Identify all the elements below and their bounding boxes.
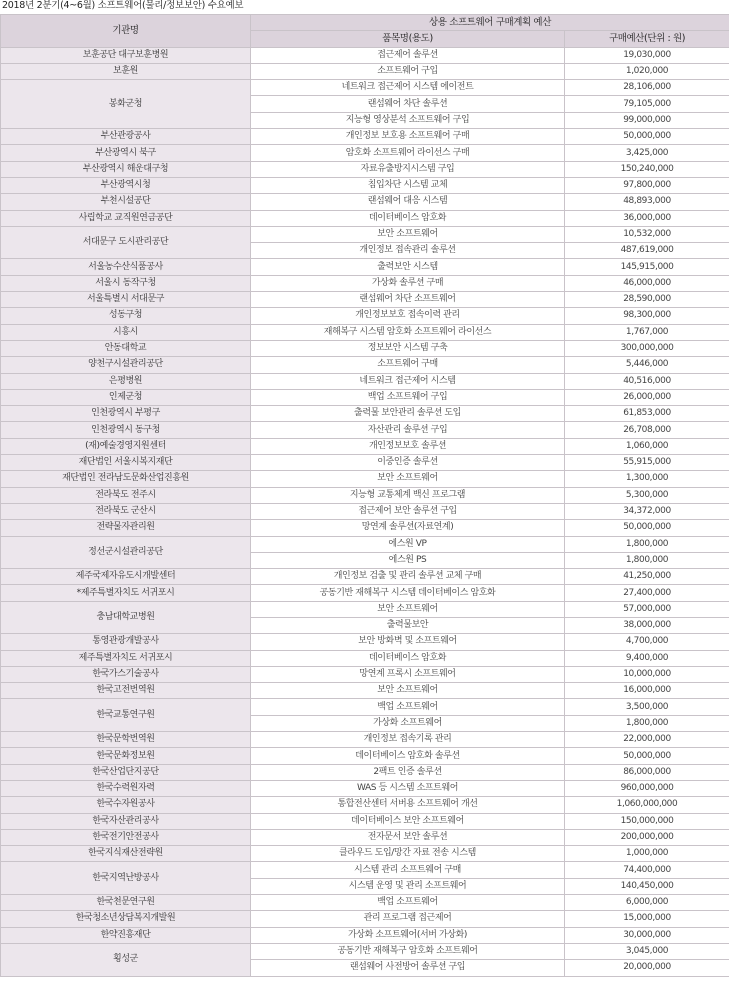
table-row bbox=[1, 895, 729, 911]
table-row bbox=[1, 210, 729, 226]
table-row bbox=[1, 177, 729, 193]
org-name: 부천시설공단 bbox=[1, 194, 251, 210]
org-name: 재단법인 전라남도문화산업진흥원 bbox=[1, 471, 251, 487]
org-name: 인제군청 bbox=[1, 389, 251, 405]
item-name: WAS 등 시스템 소프트웨어 bbox=[251, 780, 565, 796]
table-row bbox=[1, 634, 729, 650]
budget-amount: 5,300,000 bbox=[565, 487, 729, 503]
org-name: 통영관광개발공사 bbox=[1, 634, 251, 650]
table-row bbox=[1, 569, 729, 585]
budget-amount: 1,020,000 bbox=[565, 63, 729, 79]
org-name: 한국전기안전공사 bbox=[1, 829, 251, 845]
table-row bbox=[1, 324, 729, 340]
item-name: 소프트웨어 구입 bbox=[251, 63, 565, 79]
table-row bbox=[1, 161, 729, 177]
org-name: 한국문학번역원 bbox=[1, 732, 251, 748]
table-row bbox=[1, 699, 729, 715]
org-name: 한국산업단지공단 bbox=[1, 764, 251, 780]
budget-amount: 57,000,000 bbox=[565, 601, 729, 617]
budget-amount: 1,800,000 bbox=[565, 715, 729, 731]
table-row bbox=[1, 357, 729, 373]
budget-amount: 86,000,000 bbox=[565, 764, 729, 780]
header-item: 품목명(용도) bbox=[251, 31, 565, 47]
org-name: 부산관광공사 bbox=[1, 129, 251, 145]
budget-amount: 1,000,000 bbox=[565, 846, 729, 862]
org-name: 횡성군 bbox=[1, 943, 251, 976]
item-name: 클라우드 도입/망간 자료 전송 시스템 bbox=[251, 846, 565, 862]
item-name: 공동기반 재해복구 시스템 데이터베이스 암호화 bbox=[251, 585, 565, 601]
table-row bbox=[1, 764, 729, 780]
item-name: 백업 소프트웨어 bbox=[251, 699, 565, 715]
table-row bbox=[1, 259, 729, 275]
budget-amount: 150,000,000 bbox=[565, 813, 729, 829]
item-name: 에스원 VP bbox=[251, 536, 565, 552]
org-name: 안동대학교 bbox=[1, 340, 251, 356]
budget-amount: 97,800,000 bbox=[565, 177, 729, 193]
org-name: 인천광역시 부평구 bbox=[1, 406, 251, 422]
budget-amount: 960,000,000 bbox=[565, 780, 729, 796]
budget-amount: 6,000,000 bbox=[565, 895, 729, 911]
budget-amount: 61,853,000 bbox=[565, 406, 729, 422]
table-row bbox=[1, 455, 729, 471]
budget-amount: 1,800,000 bbox=[565, 552, 729, 568]
budget-amount: 4,700,000 bbox=[565, 634, 729, 650]
item-name: 에스원 PS bbox=[251, 552, 565, 568]
org-name: 부산광역시 해운대구청 bbox=[1, 161, 251, 177]
budget-amount: 50,000,000 bbox=[565, 520, 729, 536]
org-name: 성동구청 bbox=[1, 308, 251, 324]
item-name: 개인정보보호 솔루션 bbox=[251, 438, 565, 454]
table-row bbox=[1, 340, 729, 356]
item-name: 랜섬웨어 사전방어 솔루션 구입 bbox=[251, 960, 565, 976]
table-row bbox=[1, 503, 729, 519]
item-name: 2팩트 인증 솔루션 bbox=[251, 764, 565, 780]
org-name: 제주특별자치도 서귀포시 bbox=[1, 650, 251, 666]
budget-amount: 20,000,000 bbox=[565, 960, 729, 976]
org-name: 한국청소년상담복지개발원 bbox=[1, 911, 251, 927]
budget-amount: 3,045,000 bbox=[565, 943, 729, 959]
item-name: 침입차단 시스템 교체 bbox=[251, 177, 565, 193]
item-name: 데이터베이스 암호화 bbox=[251, 650, 565, 666]
item-name: 출력물 보안관리 솔루션 도입 bbox=[251, 406, 565, 422]
budget-amount: 55,915,000 bbox=[565, 455, 729, 471]
org-name: 한국자산관리공사 bbox=[1, 813, 251, 829]
budget-amount: 15,000,000 bbox=[565, 911, 729, 927]
budget-amount: 30,000,000 bbox=[565, 927, 729, 943]
header-budget: 구매예산(단위 : 원) bbox=[565, 31, 729, 47]
table-row bbox=[1, 797, 729, 813]
budget-amount: 38,000,000 bbox=[565, 617, 729, 633]
org-name: 서대문구 도시관리공단 bbox=[1, 226, 251, 259]
item-name: 백업 소프트웨어 bbox=[251, 895, 565, 911]
org-name: 한국천문연구원 bbox=[1, 895, 251, 911]
budget-amount: 1,060,000 bbox=[565, 438, 729, 454]
item-name: 관리 프로그램 접근제어 bbox=[251, 911, 565, 927]
org-name: 전라북도 군산시 bbox=[1, 503, 251, 519]
org-name: 서울특별시 서대문구 bbox=[1, 292, 251, 308]
budget-amount: 145,915,000 bbox=[565, 259, 729, 275]
table-row bbox=[1, 732, 729, 748]
org-name: 봉화군청 bbox=[1, 80, 251, 129]
item-name: 백업 소프트웨어 구입 bbox=[251, 389, 565, 405]
table-row bbox=[1, 438, 729, 454]
item-name: 가상화 솔루션 구매 bbox=[251, 275, 565, 291]
table-row bbox=[1, 129, 729, 145]
org-name: 충남대학교병원 bbox=[1, 601, 251, 634]
item-name: 데이터베이스 암호화 솔루션 bbox=[251, 748, 565, 764]
item-name: 접근제어 보안 솔루션 구입 bbox=[251, 503, 565, 519]
table-row bbox=[1, 585, 729, 601]
item-name: 지능형 영상분석 소프트웨어 구입 bbox=[251, 112, 565, 128]
table-row bbox=[1, 292, 729, 308]
item-name: 보안 소프트웨어 bbox=[251, 601, 565, 617]
table-row bbox=[1, 666, 729, 682]
table-body bbox=[1, 47, 729, 976]
budget-amount: 1,767,000 bbox=[565, 324, 729, 340]
org-name: 한국지역난방공사 bbox=[1, 862, 251, 895]
item-name: 재해복구 시스템 암호화 소프트웨어 라이선스 bbox=[251, 324, 565, 340]
table-row bbox=[1, 536, 729, 552]
item-name: 가상화 소프트웨어(서버 가상화) bbox=[251, 927, 565, 943]
budget-amount: 74,400,000 bbox=[565, 862, 729, 878]
table-row bbox=[1, 63, 729, 79]
header-org: 기관명 bbox=[1, 15, 251, 48]
budget-amount: 1,800,000 bbox=[565, 536, 729, 552]
item-name: 개인정보 보호용 소프트웨어 구매 bbox=[251, 129, 565, 145]
org-name: *제주특별자치도 서귀포시 bbox=[1, 585, 251, 601]
item-name: 통합전산센터 서버용 소프트웨어 개선 bbox=[251, 797, 565, 813]
org-name: 한국고전번역원 bbox=[1, 683, 251, 699]
item-name: 보안 소프트웨어 bbox=[251, 471, 565, 487]
budget-amount: 200,000,000 bbox=[565, 829, 729, 845]
budget-amount: 99,000,000 bbox=[565, 112, 729, 128]
org-name: 한국교통연구원 bbox=[1, 699, 251, 732]
budget-amount: 5,446,000 bbox=[565, 357, 729, 373]
budget-amount: 41,250,000 bbox=[565, 569, 729, 585]
item-name: 가상화 소프트웨어 bbox=[251, 715, 565, 731]
budget-amount: 3,425,000 bbox=[565, 145, 729, 161]
item-name: 전자문서 보안 솔루션 bbox=[251, 829, 565, 845]
item-name: 시스템 관리 소프트웨어 구매 bbox=[251, 862, 565, 878]
table-row bbox=[1, 308, 729, 324]
org-name: 보훈공단 대구보훈병원 bbox=[1, 47, 251, 63]
budget-amount: 300,000,000 bbox=[565, 340, 729, 356]
table-row bbox=[1, 927, 729, 943]
budget-amount: 1,060,000,000 bbox=[565, 797, 729, 813]
org-name: 재단법인 서울시복지재단 bbox=[1, 455, 251, 471]
org-name: 인천광역시 동구청 bbox=[1, 422, 251, 438]
budget-amount: 79,105,000 bbox=[565, 96, 729, 112]
org-name: 한국문화정보원 bbox=[1, 748, 251, 764]
item-name: 랜섬웨어 차단 소프트웨어 bbox=[251, 292, 565, 308]
item-name: 출력물보안 bbox=[251, 617, 565, 633]
table-row bbox=[1, 943, 729, 959]
org-name: 보훈원 bbox=[1, 63, 251, 79]
budget-amount: 36,000,000 bbox=[565, 210, 729, 226]
org-name: 서울농수산식품공사 bbox=[1, 259, 251, 275]
budget-amount: 98,300,000 bbox=[565, 308, 729, 324]
org-name: 은평병원 bbox=[1, 373, 251, 389]
item-name: 정보보안 시스템 구축 bbox=[251, 340, 565, 356]
item-name: 개인정보보호 접속이력 관리 bbox=[251, 308, 565, 324]
item-name: 시스템 운영 및 관리 소프트웨어 bbox=[251, 878, 565, 894]
org-name: 사립학교 교직원연금공단 bbox=[1, 210, 251, 226]
item-name: 보안 소프트웨어 bbox=[251, 226, 565, 242]
document-caption: 2018년 2분기(4~6월) 소프트웨어(물리/정보보안) 수요예보 bbox=[2, 0, 244, 11]
budget-amount: 28,106,000 bbox=[565, 80, 729, 96]
org-name: 한약진흥재단 bbox=[1, 927, 251, 943]
org-name: 부산광역시청 bbox=[1, 177, 251, 193]
budget-amount: 48,893,000 bbox=[565, 194, 729, 210]
org-name: (재)예술경영지원센터 bbox=[1, 438, 251, 454]
table-row bbox=[1, 650, 729, 666]
item-name: 망연계 프록시 소프트웨어 bbox=[251, 666, 565, 682]
budget-amount: 19,030,000 bbox=[565, 47, 729, 63]
org-name: 부산광역시 북구 bbox=[1, 145, 251, 161]
table-row bbox=[1, 194, 729, 210]
item-name: 자료유출방지시스템 구입 bbox=[251, 161, 565, 177]
table-row bbox=[1, 406, 729, 422]
budget-amount: 50,000,000 bbox=[565, 129, 729, 145]
table-row bbox=[1, 471, 729, 487]
table-row bbox=[1, 683, 729, 699]
item-name: 랜섬웨어 대응 시스템 bbox=[251, 194, 565, 210]
org-name: 한국수력원자력 bbox=[1, 780, 251, 796]
item-name: 지능형 교통체계 백신 프로그램 bbox=[251, 487, 565, 503]
budget-amount: 3,500,000 bbox=[565, 699, 729, 715]
item-name: 보안 소프트웨어 bbox=[251, 683, 565, 699]
budget-amount: 27,400,000 bbox=[565, 585, 729, 601]
table-row bbox=[1, 275, 729, 291]
item-name: 네트워크 접근제어 시스템 bbox=[251, 373, 565, 389]
budget-amount: 40,516,000 bbox=[565, 373, 729, 389]
budget-amount: 16,000,000 bbox=[565, 683, 729, 699]
item-name: 출력보안 시스템 bbox=[251, 259, 565, 275]
item-name: 공동기반 재해복구 암호화 소프트웨어 bbox=[251, 943, 565, 959]
org-name: 전라북도 전주시 bbox=[1, 487, 251, 503]
item-name: 개인정보 접속기록 관리 bbox=[251, 732, 565, 748]
table-row bbox=[1, 422, 729, 438]
budget-amount: 10,000,000 bbox=[565, 666, 729, 682]
item-name: 이중인증 솔루션 bbox=[251, 455, 565, 471]
budget-amount: 487,619,000 bbox=[565, 243, 729, 259]
item-name: 소프트웨어 구매 bbox=[251, 357, 565, 373]
budget-amount: 10,532,000 bbox=[565, 226, 729, 242]
table-row bbox=[1, 862, 729, 878]
table-row bbox=[1, 601, 729, 617]
org-name: 제주국제자유도시개발센터 bbox=[1, 569, 251, 585]
org-name: 한국수자원공사 bbox=[1, 797, 251, 813]
item-name: 망연계 솔루션(자료연계) bbox=[251, 520, 565, 536]
org-name: 시흥시 bbox=[1, 324, 251, 340]
budget-amount: 26,708,000 bbox=[565, 422, 729, 438]
item-name: 개인정보 접속관리 솔루션 bbox=[251, 243, 565, 259]
org-name: 양천구시설관리공단 bbox=[1, 357, 251, 373]
budget-amount: 150,240,000 bbox=[565, 161, 729, 177]
budget-amount: 1,300,000 bbox=[565, 471, 729, 487]
item-name: 데이터베이스 보안 소프트웨어 bbox=[251, 813, 565, 829]
budget-amount: 26,000,000 bbox=[565, 389, 729, 405]
item-name: 자산관리 솔루션 구입 bbox=[251, 422, 565, 438]
org-name: 한국지식재산전략원 bbox=[1, 846, 251, 862]
table-row bbox=[1, 389, 729, 405]
header-group: 상용 소프트웨어 구매계획 예산 bbox=[251, 15, 729, 31]
item-name: 암호화 소프트웨어 라이선스 구매 bbox=[251, 145, 565, 161]
table-row bbox=[1, 813, 729, 829]
table-row bbox=[1, 780, 729, 796]
item-name: 보안 방화벽 및 소프트웨어 bbox=[251, 634, 565, 650]
budget-amount: 46,000,000 bbox=[565, 275, 729, 291]
table-row bbox=[1, 520, 729, 536]
item-name: 개인정보 검출 및 관리 솔루션 교체 구매 bbox=[251, 569, 565, 585]
table-row bbox=[1, 145, 729, 161]
table-row bbox=[1, 748, 729, 764]
item-name: 랜섬웨어 차단 솔루션 bbox=[251, 96, 565, 112]
budget-amount: 9,400,000 bbox=[565, 650, 729, 666]
org-name: 한국가스기술공사 bbox=[1, 666, 251, 682]
table-row bbox=[1, 846, 729, 862]
table-row bbox=[1, 911, 729, 927]
item-name: 데이터베이스 암호화 bbox=[251, 210, 565, 226]
table-row bbox=[1, 373, 729, 389]
budget-amount: 140,450,000 bbox=[565, 878, 729, 894]
item-name: 네트워크 접근제어 시스템 에이전트 bbox=[251, 80, 565, 96]
table-row bbox=[1, 487, 729, 503]
table-row bbox=[1, 829, 729, 845]
budget-amount: 22,000,000 bbox=[565, 732, 729, 748]
org-name: 전략물자관리원 bbox=[1, 520, 251, 536]
org-name: 정선군시설관리공단 bbox=[1, 536, 251, 569]
table-row bbox=[1, 47, 729, 63]
table-row bbox=[1, 80, 729, 96]
budget-amount: 28,590,000 bbox=[565, 292, 729, 308]
budget-amount: 34,372,000 bbox=[565, 503, 729, 519]
budget-table bbox=[0, 14, 729, 977]
item-name: 접근제어 솔루션 bbox=[251, 47, 565, 63]
table-row bbox=[1, 226, 729, 242]
org-name: 서울시 동작구청 bbox=[1, 275, 251, 291]
budget-amount: 50,000,000 bbox=[565, 748, 729, 764]
